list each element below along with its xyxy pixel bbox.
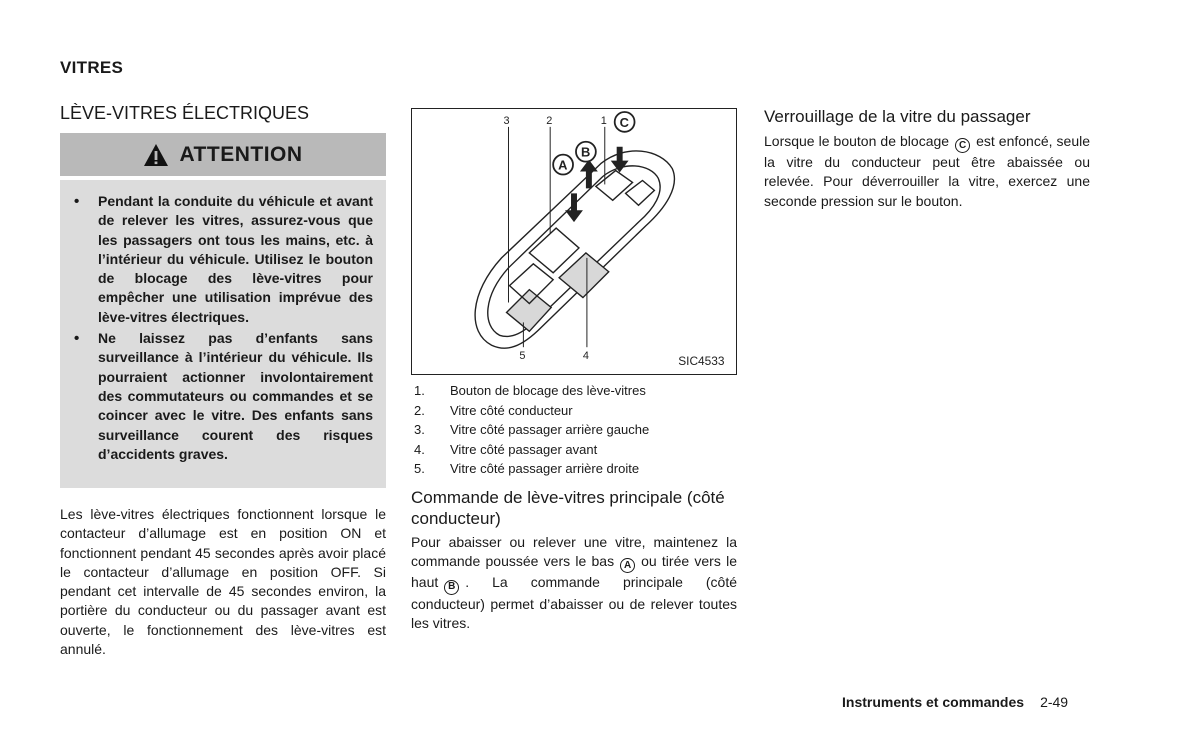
window-switch-illustration [412,109,736,374]
callout-B-inline: B [444,580,459,595]
caption-item: 4. Vitre côté passager avant [414,441,598,457]
caption-item: 5. Vitre côté passager arrière droite [414,461,640,476]
callout-1: 1 [600,114,607,127]
figure-captions [414,383,734,481]
window-switch-figure [411,108,737,375]
warning-bullet: • Pendant la conduite du véhicule et avant de relever les vitres, assurez-vous que les passagers ont tous les mains, etc. à l’intérieur du véhicule. Utilisez le bouton de blocage des lève-vitres pour empêcher une utilisation imprévue des lève-vitres électriques. [74,192,373,327]
body-paragraph: Pour abaisser ou relever une vitre, maintenez la commande poussée vers le bas A ou tirée vers le haut B . La commande principale (côté conducteur) permet d’abaisser ou de relever toutes les vitres. [411,534,737,631]
caption-item: 3. Vitre côté passager arrière gauche [414,422,650,437]
callout-A-inline: A [620,558,635,573]
subsection-title: Commande de lève-vitres principale (côté conducteur) [411,488,725,528]
callout-B: B [580,144,591,160]
caption-item: 1. Bouton de blocage des lève-vitres [414,383,646,398]
footer-section: Instruments et commandes [842,694,1025,710]
body-paragraph: Les lève-vitres électriques fonctionnent lorsque le contacteur d’allumage est en position ON et fonctionnent pendant 45 secondes après avoir placé le contacteur d’allumage en position OFF. Si pendant cet intervalle de 45 secondes environ, la portière du conducteur ou du passager avant est ouverte, le fonctionnement des lève-vitres est annulé. [60,506,386,658]
subsection-title: Verrouillage de la vitre du passager [764,107,1031,126]
warning-triangle-icon [143,143,169,167]
callout-C-inline: C [955,138,970,153]
callout-3: 3 [503,114,510,127]
callout-A: A [558,157,568,173]
section-title: VITRES [60,58,124,77]
warning-label: ATTENTION [179,142,303,166]
callout-2: 2 [546,114,553,127]
callout-5: 5 [519,350,526,363]
caption-item: 2. Vitre côté conducteur [414,402,573,418]
figure-code: SIC4533 [678,354,725,369]
body-paragraph: Lorsque le bouton de blocage C est enfoncé, seule la vitre du conducteur peut être abaissée ou relevée. Pour déverrouiller la vitre, exercez une seconde pression sur le bouton. [764,133,1091,209]
callout-C: C [619,114,629,130]
callout-4: 4 [582,350,590,363]
page-number: 2-49 [1040,694,1069,710]
subsection-title: LÈVE-VITRES ÉLECTRIQUES [60,103,310,123]
warning-bullet: • Ne laissez pas d’enfants sans surveillance à l’intérieur du véhicule. Ils pourraient actionner involontairement des commutateurs ou commandes et se coincer avec le vitre. Des enfants sans surveillance courent des risques d’accidents graves. [74,329,373,464]
warning-header [60,133,386,176]
page-footer [842,694,1068,710]
warning-body [60,180,386,488]
